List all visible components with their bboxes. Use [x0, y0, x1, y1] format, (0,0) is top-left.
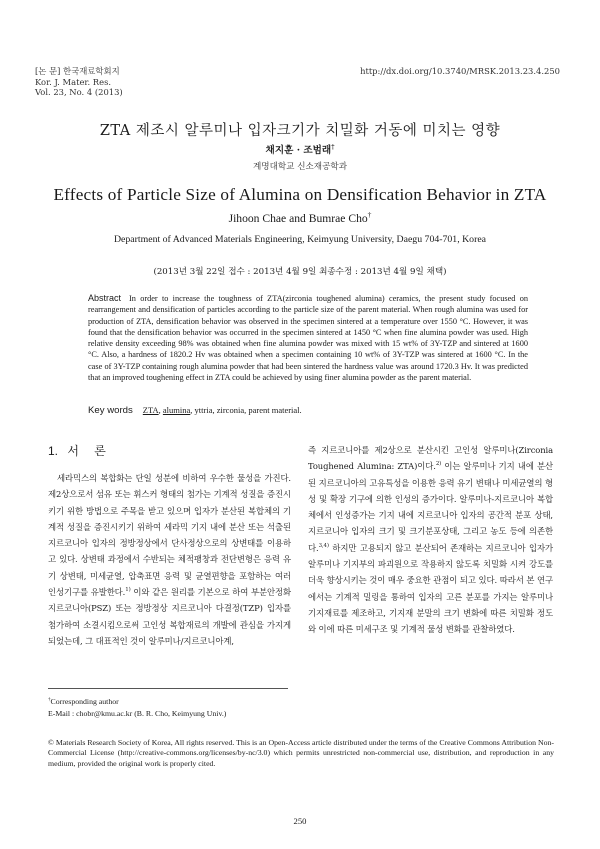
affiliation-english: Department of Advanced Materials Engineering, Keimyung University, Daegu 704-701, Korea — [113, 234, 487, 245]
authors-english — [0, 212, 600, 225]
paragraph-intro-right — [308, 442, 553, 638]
page-number: 250 — [293, 816, 307, 826]
body-left-column — [48, 470, 291, 649]
citation-ref-1[interactable]: 1) — [125, 587, 131, 594]
citation-ref-2[interactable]: 2) — [435, 461, 442, 468]
paragraph-intro-left — [48, 470, 291, 649]
authors-english-names: Jihoon Chae and Bumrae Cho — [228, 212, 368, 225]
abstract-label: Abstract — [88, 293, 122, 303]
intro-text-2: 이와 같은 원리를 기본으로 하여 부분안정화 지르코니아(PSZ) 또는 정방정상 지르코니아 다결정(TZP) 입자를 첨가하여 소결시킴으로써 고인성 복합재료의 개발에 관심을 가지게 되었는데, 그 대표적인 것이 알루미나/지르코니아계, — [48, 587, 291, 646]
keyword-link-alumina[interactable]: alumina — [162, 405, 191, 415]
footnote-email: E-Mail : chobr@kmu.ac.kr (B. R. Cho, Keimyung Univ.) — [48, 709, 227, 718]
footnote-mark: † — [48, 696, 51, 703]
intro-text-1: 세라믹스의 복합화는 단일 성분에 비하여 우수한 물성을 가진다. 제2상으로서 섬유 또는 휘스커 형태의 첨가는 기계적 성질을 증진시키기 위한 방법으로 주목을 받고 있으며 입자가 분산된 복합체의 기계적 성질을 증진시키기 위하여 세라믹 기지 내에 분산 또는 석출된 지르코니아 입자의 정방정상에서 단사정상으로의 상변태를 이용하고 있다. 상변태 과정에서 수반되는 체적팽창과 전단변형은 응력 유기 상변태, 미세균열, 압축표면 응력 및 균열편향을 포함하는 여러 인성기구를 유발한다. — [48, 473, 291, 598]
section-title: 서 론 — [67, 444, 106, 458]
section-heading — [48, 442, 106, 459]
intro-text-4: 이는 알루미나 기지 내에 분산된 지르코니아의 고유특성을 이용한 응력 유기 변태나 미세균열의 형성 및 확장 기구에 의한 인성의 증가이다. 알루미나-지르코니아 복합체에서 인성증가는 기지 내에 지르코니아 입자의 공간적 분포 상태, 지르코니아 입자의 크기 및 크기분포상태, 그리고 농도 등에 의존한다. — [308, 461, 553, 553]
title-korean: ZTA 제조시 알루미나 입자크기가 치밀화 거동에 미치는 영향 — [99, 123, 501, 139]
license-notice: © Materials Research Society of Korea, All rights reserved. This is an Open-Access article distributed under the terms of the Creative Commons Attribution Non-Commercial License (http://creative-commons.org/licenses/by-nc/3.0) which permits unrestricted non-commercial use, distribution, and reproduction in any medium, provided the original work is properly cited. — [48, 738, 554, 768]
journal-header — [35, 66, 123, 98]
intro-text-5: 하지만 고용되지 않고 분산되어 존재하는 지르코니아 입자가 알루미나 기지부의 파괴원으로 작용하지 않도록 치밀화 시켜 강도를 더욱 향상시키는 것이 매우 중요한 관점이 되고 있다. 따라서 본 연구에서는 기계적 밀링을 통하여 입자의 고른 분포를 가지는 알루미나 기지재료를 제조하고, 기지재 분말의 크기 변화에 따른 치밀화 정도와 이에 따른 미세구조 및 기계적 물성 변화를 관찰하였다. — [308, 542, 553, 635]
intro-text-3: 즉 지르코니아를 제2상으로 분산시킨 고인성 알루미나(Zirconia Toughened Alumina: ZTA)이다. — [308, 445, 553, 472]
abstract — [88, 293, 528, 383]
journal-volume: Vol. 23, No. 4 (2013) — [35, 87, 123, 98]
journal-abbrev: Kor. J. Mater. Res. — [35, 76, 112, 87]
authors-korean-names: 채지훈 · 조범래 — [265, 145, 332, 156]
footnote-corresponding-label: Corresponding author — [50, 697, 119, 706]
authors-korean — [0, 142, 600, 156]
affiliation-korean: 계명대학교 신소재공학과 — [252, 162, 348, 172]
keywords-rest: , yttria, zirconia, parent material. — [190, 405, 302, 415]
title-english: Effects of Particle Size of Alumina on Densification Behavior in ZTA — [53, 185, 547, 204]
keywords-label: Key words — [88, 405, 133, 416]
keywords: Key words ZTA, alumina, yttria, zirconia, parent material. — [88, 405, 302, 416]
journal-category: [논 문] 한국재료학회지 — [35, 66, 120, 76]
abstract-text: In order to increase the toughness of ZTA(zirconia toughened alumina) ceramics, the present study focused on rearrangement and densification of particles according to the particle size of the parent material. When rough alumina was used for production of ZTA, densification behavior was observed in the specimen sintered at a temperature over 1550 °C. However, it was found that the densification behavior was occurred in the specimen sintered at 1450 °C when fine alumina powder was used. High relative density exceeding 98% was obtained when fine alumina powder was mixed with 15 wt% of 3Y-TZP and sintered at 1600 °C. Also, a hardness of 1820.2 Hv was obtained when a specimen containing 10 wt% of 3Y-TZP was sintered at 1600 °C. In the case of 3Y-TZP containing rough alumina powder that had been sintered the hardness value was around 1720.3 Hv. It was predicted that an improved toughening effect in ZTA could be achieved by using finer alumina powder as the parent material. — [88, 294, 528, 383]
submission-dates: (2013년 3월 22일 접수 : 2013년 4월 9일 최종수정 : 2013년 4월 9일 채택) — [153, 267, 447, 277]
section-number: 1. — [48, 444, 59, 458]
footnote-divider — [48, 688, 288, 689]
corresponding-mark-en: † — [367, 210, 372, 220]
citation-ref-3-4[interactable]: 3,4) — [318, 542, 329, 549]
corresponding-mark: † — [331, 143, 335, 151]
doi-link[interactable]: http://dx.doi.org/10.3740/MRSK.2013.23.4.250 — [360, 66, 560, 76]
keyword-link-zta[interactable]: ZTA — [142, 405, 159, 415]
body-right-column — [308, 442, 553, 638]
footnote-corresponding — [48, 697, 119, 707]
